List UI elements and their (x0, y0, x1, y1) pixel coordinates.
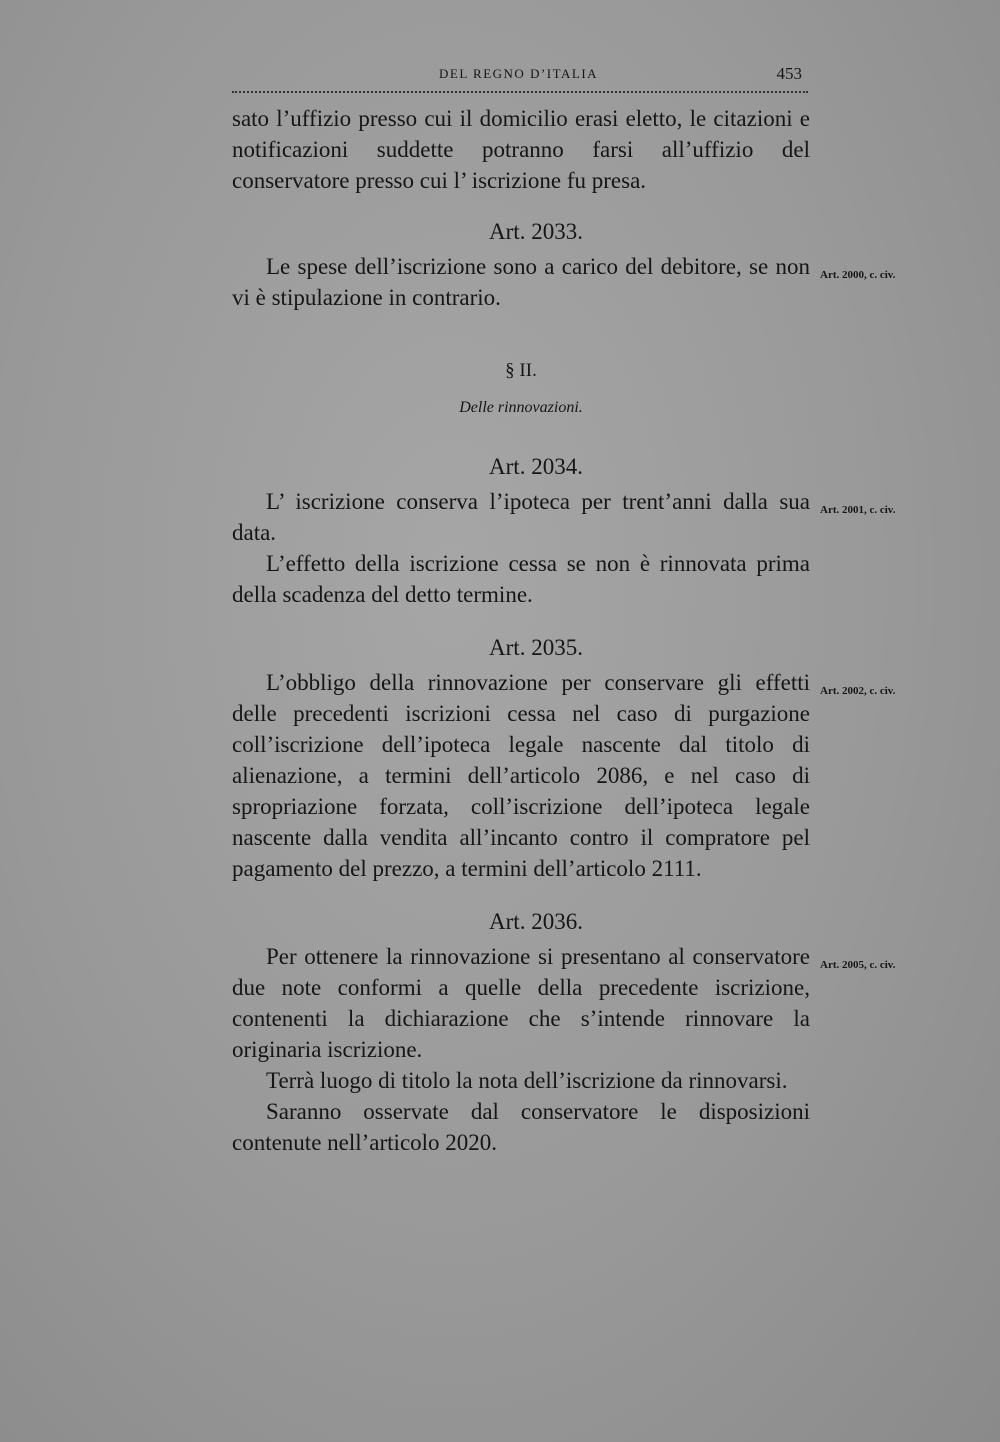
page-body (232, 103, 896, 1158)
margin-note: Art. 2000, c. civ. (820, 269, 896, 281)
article-text (232, 941, 896, 1158)
header-rule (232, 91, 808, 93)
continuation-text (232, 103, 810, 196)
margin-note: Art. 2002, c. civ. (820, 685, 896, 697)
articles-before-section (232, 216, 896, 313)
paragraph: Per ottenere la rinnovazione si presentano al conservatore due note conformi a quelle della precedente iscrizione, contenenti la dichiarazione che s’intende rinnovare la originaria iscrizione. (232, 944, 810, 1062)
article-text (232, 667, 896, 884)
paragraph: sato l’uffizio presso cui il domicilio erasi eletto, le citazioni e notificazioni suddette potranno farsi all’uffizio del conservatore presso cui l’ iscrizione fu presa. (232, 106, 810, 193)
running-head: DEL REGNO D’ITALIA (439, 66, 599, 81)
paragraph: L’obbligo della rinnovazione per conservare gli effetti delle precedenti iscrizioni cessa nel caso di purgazione coll’iscrizione dell’ipoteca legale nascente dal titolo di alienazione, a termini dell’articolo 2086, e nel caso di spropriazione forzata, coll’iscrizione dell’ipoteca legale nascente dalla vendita all’incanto contro il compratore pel pagamento del prezzo, a termini dell’articolo 2111. (232, 670, 810, 881)
page-header (232, 64, 812, 88)
paragraph: L’effetto della iscrizione cessa se non è rinnovata prima della scadenza del detto termine. (232, 551, 810, 607)
article-block (232, 632, 896, 884)
article-heading: Art. 2034. (489, 454, 583, 479)
margin-note: Art. 2005, c. civ. (820, 959, 896, 971)
paragraph: Terrà luogo di titolo la nota dell’iscrizione da rinnovarsi. (266, 1068, 788, 1093)
article-heading: Art. 2035. (489, 635, 583, 660)
article-heading: Art. 2033. (489, 219, 583, 244)
section-title: Delle rinnovazioni. (459, 399, 583, 416)
paragraph: Saranno osservate dal conservatore le disposizioni contenute nell’articolo 2020. (232, 1099, 810, 1155)
section-mark: § II. (505, 360, 537, 381)
article-block (232, 216, 896, 313)
section-heading (232, 355, 810, 423)
article-text (232, 251, 896, 313)
paragraph: Le spese dell’iscrizione sono a carico del debitore, se non vi è stipulazione in contrario. (232, 254, 810, 310)
paragraph: L’ iscrizione conserva l’ipoteca per trent’anni dalla sua data. (232, 489, 810, 545)
page-number: 453 (776, 64, 802, 83)
margin-note: Art. 2001, c. civ. (820, 504, 896, 516)
article-heading: Art. 2036. (489, 909, 583, 934)
article-text (232, 486, 896, 610)
article-block (232, 906, 896, 1158)
article-block (232, 451, 896, 610)
articles-after-section (232, 451, 896, 1158)
